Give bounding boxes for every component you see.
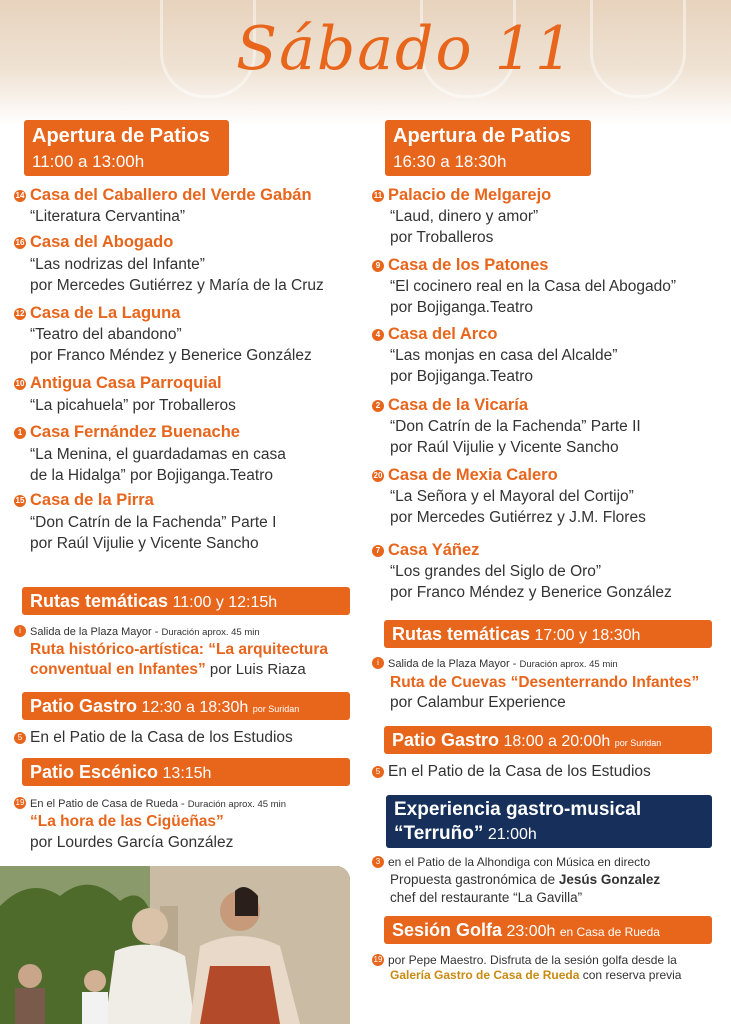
apertura-right-title: Apertura de Patios xyxy=(393,125,571,147)
venue-title: 12 Casa de La Laguna xyxy=(15,304,181,322)
venue-desc: por Mercedes Gutiérrez y J.M. Flores xyxy=(390,509,646,526)
venue-desc: “Las nodrizas del Infante” xyxy=(30,256,205,273)
venue-desc: “La Menina, el guardadamas en casa xyxy=(30,446,286,463)
escenico-by: por Lourdes García González xyxy=(30,834,234,851)
venue-title: 2 Casa de la Vicaría xyxy=(372,396,528,415)
rutas-right-info: i Salida de la Plaza Mayor - Duración aprox. 45 min xyxy=(372,657,618,670)
rutas-right-by: por Calambur Experience xyxy=(390,694,566,711)
apertura-right-box xyxy=(385,120,591,176)
map-number-icon: 9 xyxy=(372,260,384,272)
page-title: Sábado 11 xyxy=(236,14,576,84)
map-number-icon: 11 xyxy=(373,191,383,200)
venue-desc: por Raúl Vijulie y Vicente Sancho xyxy=(30,535,259,552)
info-icon: i xyxy=(372,657,384,669)
venue-desc: “Las monjas en casa del Alcalde” xyxy=(390,347,618,364)
map-number-icon: 19 xyxy=(373,955,383,964)
experiencia-line2: Propuesta gastronómica de Jesús Gonzalez xyxy=(390,872,661,887)
apertura-left-time: 11:00 a 13:00h xyxy=(32,152,145,171)
gastro-right-bar: Patio Gastro 18:00 a 20:00h por Suridan xyxy=(384,726,712,754)
arch-decoration xyxy=(590,0,686,98)
gastro-right-place: 5 En el Patio de la Casa de los Estudios xyxy=(372,761,651,782)
rutas-left-route-line2: conventual en Infantes” por Luis Riaza xyxy=(30,661,306,678)
rutas-right-route: Ruta de Cuevas “Desenterrando Infantes” xyxy=(390,674,700,691)
venue-desc: por Franco Méndez y Benerice González xyxy=(390,584,672,601)
map-number-icon: 10 xyxy=(15,379,25,388)
experiencia-title: Experiencia gastro-musical xyxy=(394,799,642,820)
map-number-icon: 2 xyxy=(372,400,384,412)
experiencia-box xyxy=(386,795,712,848)
apertura-left-title: Apertura de Patios xyxy=(32,125,210,147)
venue-title: 1 Casa Fernández Buenache xyxy=(14,423,240,442)
experiencia-subtitle: “Terruño” 21:00h xyxy=(394,823,537,844)
map-number-icon: 15 xyxy=(15,496,25,505)
venue-desc: “El cocinero real en la Casa del Abogado” xyxy=(390,278,677,295)
venue-title: 16 Casa del Abogado xyxy=(15,233,174,251)
venue-desc: por Bojiganga.Teatro xyxy=(390,299,534,316)
venue-title: 11 Palacio de Melgarejo xyxy=(373,186,552,204)
venue-desc: “Laud, dinero y amor” xyxy=(390,208,539,225)
gastro-left-place: 5 En el Patio de la Casa de los Estudios xyxy=(14,727,293,748)
venue-title: 9 Casa de los Patones xyxy=(372,256,548,275)
venue-desc: “Don Catrín de la Fachenda” Parte II xyxy=(390,418,641,435)
venue-desc: de la Hidalga” por Bojiganga.Teatro xyxy=(30,467,273,484)
golfa-line2: Galería Gastro de Casa de Rueda con reserva previa xyxy=(390,968,682,982)
venue-desc: “Los grandes del Siglo de Oro” xyxy=(390,563,602,580)
venue-desc: por Mercedes Gutiérrez y María de la Cruz xyxy=(30,277,324,294)
experiencia-line3: chef del restaurante “La Gavilla” xyxy=(390,890,583,905)
map-number-icon: 7 xyxy=(372,545,384,557)
golfa-line1: 19 por Pepe Maestro. Disfruta de la sesión golfa desde la xyxy=(373,953,677,967)
venue-desc: por Franco Méndez y Benerice González xyxy=(30,347,312,364)
map-number-icon: 1 xyxy=(14,427,26,439)
apertura-right-time: 16:30 a 18:30h xyxy=(393,152,507,171)
map-number-icon: 3 xyxy=(372,856,384,868)
map-number-icon: 5 xyxy=(14,732,26,744)
performers-illustration xyxy=(0,866,350,1024)
rutas-left-bar: Rutas temáticas 11:00 y 12:15h xyxy=(22,587,350,615)
apertura-left-box xyxy=(24,120,229,176)
venue-desc: “Literatura Cervantina” xyxy=(30,208,186,225)
map-number-icon: 19 xyxy=(15,798,25,807)
venue-title: 4 Casa del Arco xyxy=(372,325,497,344)
rutas-right-bar: Rutas temáticas 17:00 y 18:30h xyxy=(384,620,712,648)
map-number-icon: 5 xyxy=(372,766,384,778)
info-icon: i xyxy=(14,625,26,637)
venue-title: 15 Casa de la Pirra xyxy=(15,491,154,509)
venue-title: 20 Casa de Mexia Calero xyxy=(373,466,558,484)
map-number-icon: 16 xyxy=(15,238,25,247)
rutas-left-route: Ruta histórico-artística: “La arquitectura xyxy=(30,641,329,658)
venue-title: 10 Antigua Casa Parroquial xyxy=(15,374,222,392)
golfa-bar: Sesión Golfa 23:00h en Casa de Rueda xyxy=(384,916,712,944)
venue-desc: “La picahuela” por Troballeros xyxy=(30,397,236,414)
venue-desc: “Don Catrín de la Fachenda” Parte I xyxy=(30,514,277,531)
experiencia-line1: 3 en el Patio de la Alhondiga con Música en directo xyxy=(372,855,650,869)
map-number-icon: 12 xyxy=(15,309,25,318)
escenico-bar: Patio Escénico 13:15h xyxy=(22,758,350,786)
map-number-icon: 4 xyxy=(372,329,384,341)
rutas-left-info: i Salida de la Plaza Mayor - Duración aprox. 45 min xyxy=(14,625,260,638)
venue-title: 14 Casa del Caballero del Verde Gabán xyxy=(15,186,312,204)
venue-desc: por Troballeros xyxy=(390,229,494,246)
venue-desc: por Raúl Vijulie y Vicente Sancho xyxy=(390,439,619,456)
performers-photo xyxy=(0,866,350,1024)
map-number-icon: 14 xyxy=(15,191,25,200)
escenico-info: 19 En el Patio de Casa de Rueda - Duración aprox. 45 min xyxy=(15,798,286,810)
venue-desc: “Teatro del abandono” xyxy=(30,326,182,343)
map-number-icon: 20 xyxy=(373,471,383,480)
venue-title: 7 Casa Yáñez xyxy=(372,541,479,560)
gastro-left-bar: Patio Gastro 12:30 a 18:30h por Suridan xyxy=(22,692,350,720)
venue-desc: “La Señora y el Mayoral del Cortijo” xyxy=(390,488,634,505)
venue-desc: por Bojiganga.Teatro xyxy=(390,368,534,385)
escenico-show: “La hora de las Cigüeñas” xyxy=(30,813,224,830)
